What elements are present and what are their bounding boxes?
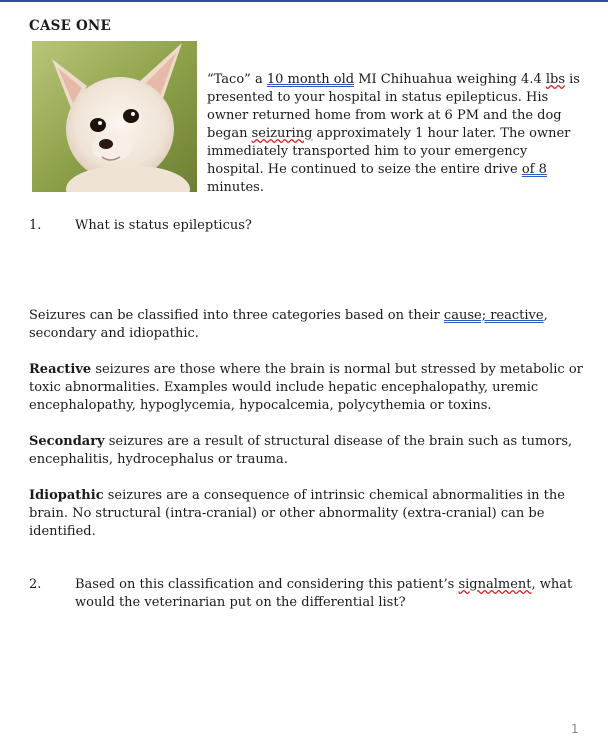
intro-line: began seizuring approximately 1 hour later. The owner — [207, 126, 571, 141]
chihuahua-photo — [32, 41, 197, 192]
question-number: 1. — [29, 218, 42, 233]
question-text: Based on this classification and considering this patient’s signalment, what would the veterinarian put on the differential list? — [75, 577, 573, 610]
reactive-paragraph: Reactive seizures are those where the brain is normal but stressed by metabolic or toxic abnormalities. Examples would include hepatic encephalopathy, uremic encephalopathy, hypoglycemia, hypocalcemia, polycythemia or toxins. — [29, 362, 583, 413]
case-description — [207, 71, 582, 197]
question-2 — [29, 576, 589, 612]
secondary-paragraph: Secondary seizures are a result of structural disease of the brain such as tumors, encephalitis, hydrocephalus or trauma. — [29, 434, 573, 467]
case-heading: CASE ONE — [29, 18, 111, 34]
term-reactive: Reactive — [29, 362, 92, 377]
intro-line: owner returned home from work at 6 PM and the dog — [207, 108, 562, 123]
question-number: 2. — [29, 577, 42, 592]
term-idiopathic: Idiopathic — [29, 488, 104, 503]
question-text: What is status epilepticus? — [75, 218, 252, 233]
intro-line: “Taco” a 10 month old MI Chihuahua weighing 4.4 lbs is — [207, 72, 580, 87]
classification-paragraph: Seizures can be classified into three categories based on their cause; reactive, secondary and idiopathic. — [29, 308, 548, 341]
intro-line: minutes. — [207, 180, 264, 195]
intro-line: presented to your hospital in status epilepticus. His — [207, 90, 549, 105]
idiopathic-paragraph: Idiopathic seizures are a consequence of intrinsic chemical abnormalities in the brain. No structural (intra-cranial) or other abnormality (extra-cranial) can be identified. — [29, 488, 565, 539]
intro-line: hospital. He continued to seize the entire drive of 8 — [207, 162, 547, 177]
question-1 — [29, 217, 589, 235]
term-secondary: Secondary — [29, 434, 105, 449]
page-number: 1 — [571, 722, 579, 736]
intro-line: immediately transported him to your emergency — [207, 144, 528, 159]
